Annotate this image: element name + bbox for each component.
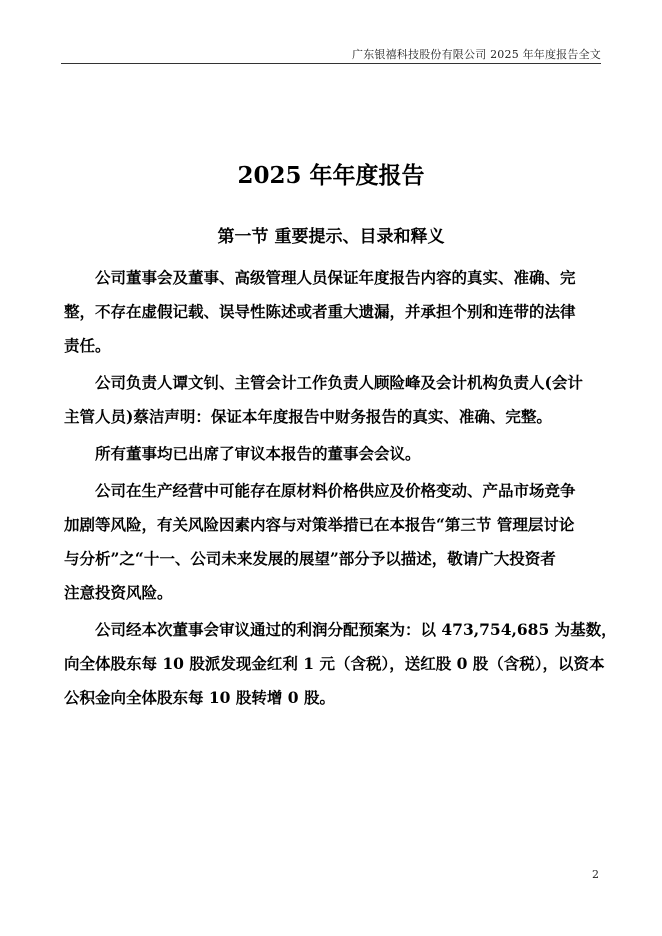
paragraph-1-line-1: 公司董事会及董事、高级管理人员保证年度报告内容的真实、准确、完 — [64, 268, 576, 287]
header-divider — [61, 63, 601, 64]
paragraph-5-line-3: 公积金向全体股东每 10 股转增 0 股。 — [64, 688, 335, 707]
paragraph-4-line-2: 加剧等风险，有关风险因素内容与对策举措已在本报告“第三节 管理层讨论 — [64, 515, 575, 534]
paragraph-3-line-1: 所有董事均已出席了审议本报告的董事会会议。 — [64, 444, 421, 463]
body-text — [64, 268, 617, 708]
paragraph-5-line-2: 向全体股东每 10 股派发现金红利 1 元（含税），送红股 0 股（含税），以资本 — [64, 654, 605, 673]
page-number: 2 — [592, 868, 599, 881]
section-heading: 第一节 重要提示、目录和释义 — [217, 227, 445, 247]
paragraph-2-line-2: 主管人员)蔡洁声明：保证本年度报告中财务报告的真实、准确、完整。 — [64, 407, 552, 426]
paragraph-5-line-1: 公司经本次董事会审议通过的利润分配预案为：以 473,754,685 为基数， — [64, 620, 617, 639]
paragraph-4-line-4: 注意投资风险。 — [64, 583, 173, 602]
running-header: 广东银禧科技股份有限公司 2025 年年度报告全文 — [352, 48, 601, 61]
paragraph-2-line-1: 公司负责人谭文钊、主管会计工作负责人顾险峰及会计机构负责人(会计 — [64, 373, 583, 392]
report-title: 2025 年年度报告 — [237, 162, 425, 189]
paragraph-4-line-3: 与分析”之“十一、公司未来发展的展望”部分予以描述，敬请广大投资者 — [64, 549, 556, 568]
paragraph-1-line-2: 整，不存在虚假记载、误导性陈述或者重大遗漏，并承担个别和连带的法律 — [64, 302, 576, 321]
paragraph-1-line-3: 责任。 — [64, 336, 111, 355]
paragraph-4-line-1: 公司在生产经营中可能存在原材料价格供应及价格变动、产品市场竞争 — [64, 481, 576, 500]
